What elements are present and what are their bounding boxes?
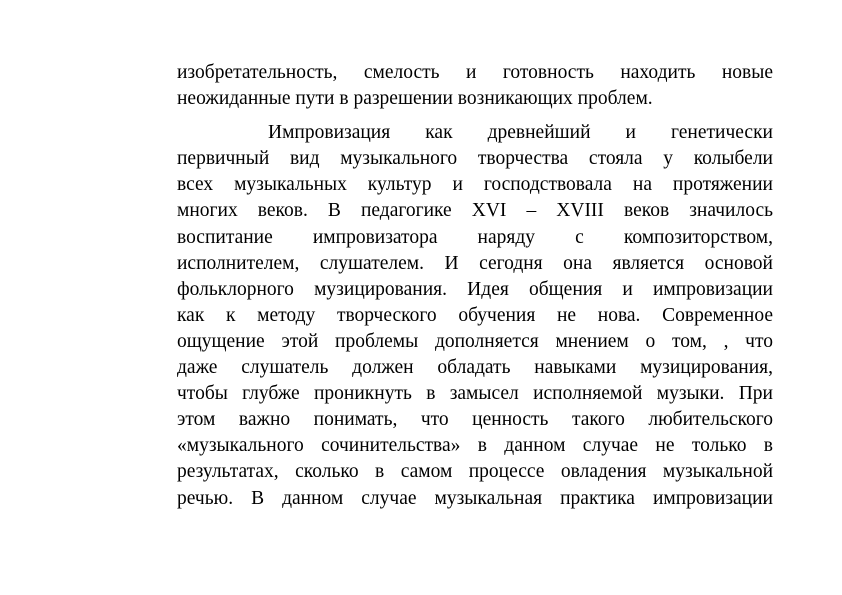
text-line: неожиданные пути в разрешении возникающих проблем. (177, 88, 653, 110)
text-line: исполнителем, слушателем. И сегодня она является основой (177, 252, 773, 274)
text-line: речью. В данном случае музыкальная практика импровизации (177, 487, 773, 509)
text-line: чтобы глубже проникнуть в замысел исполняемой музыки. При (177, 383, 773, 405)
paragraph-2 (177, 120, 773, 511)
paragraph-1 (177, 60, 773, 112)
text-line: даже слушатель должен обладать навыками музицирования, (177, 357, 773, 379)
text-line: первичный вид музыкального творчества стояла у колыбели (177, 148, 773, 170)
text-line: воспитание импровизатора наряду с композиторством, (177, 226, 773, 248)
text-line: многих веков. В педагогике XVI – XVIII веков значилось (177, 200, 773, 222)
body-text (177, 60, 773, 512)
text-line: этом важно понимать, что ценность такого любительского (177, 409, 773, 431)
paragraph-gap (177, 112, 773, 120)
text-line: результатах, сколько в самом процессе овладения музыкальной (177, 461, 773, 483)
text-line: как к методу творческого обучения не нова. Современное (177, 304, 773, 326)
text-line: изобретательность, смелость и готовность находить новые (177, 62, 773, 83)
text-line: ощущение этой проблемы дополняется мнением о том, , что (177, 330, 773, 352)
text-line: фольклорного музицирования. Идея общения и импровизации (177, 278, 773, 300)
text-line: всех музыкальных культур и господствовала на протяжении (177, 174, 773, 196)
text-line: «музыкального сочинительства» в данном случае не только в (177, 435, 773, 457)
text-line: Импровизация как древнейший и генетически (268, 122, 773, 144)
